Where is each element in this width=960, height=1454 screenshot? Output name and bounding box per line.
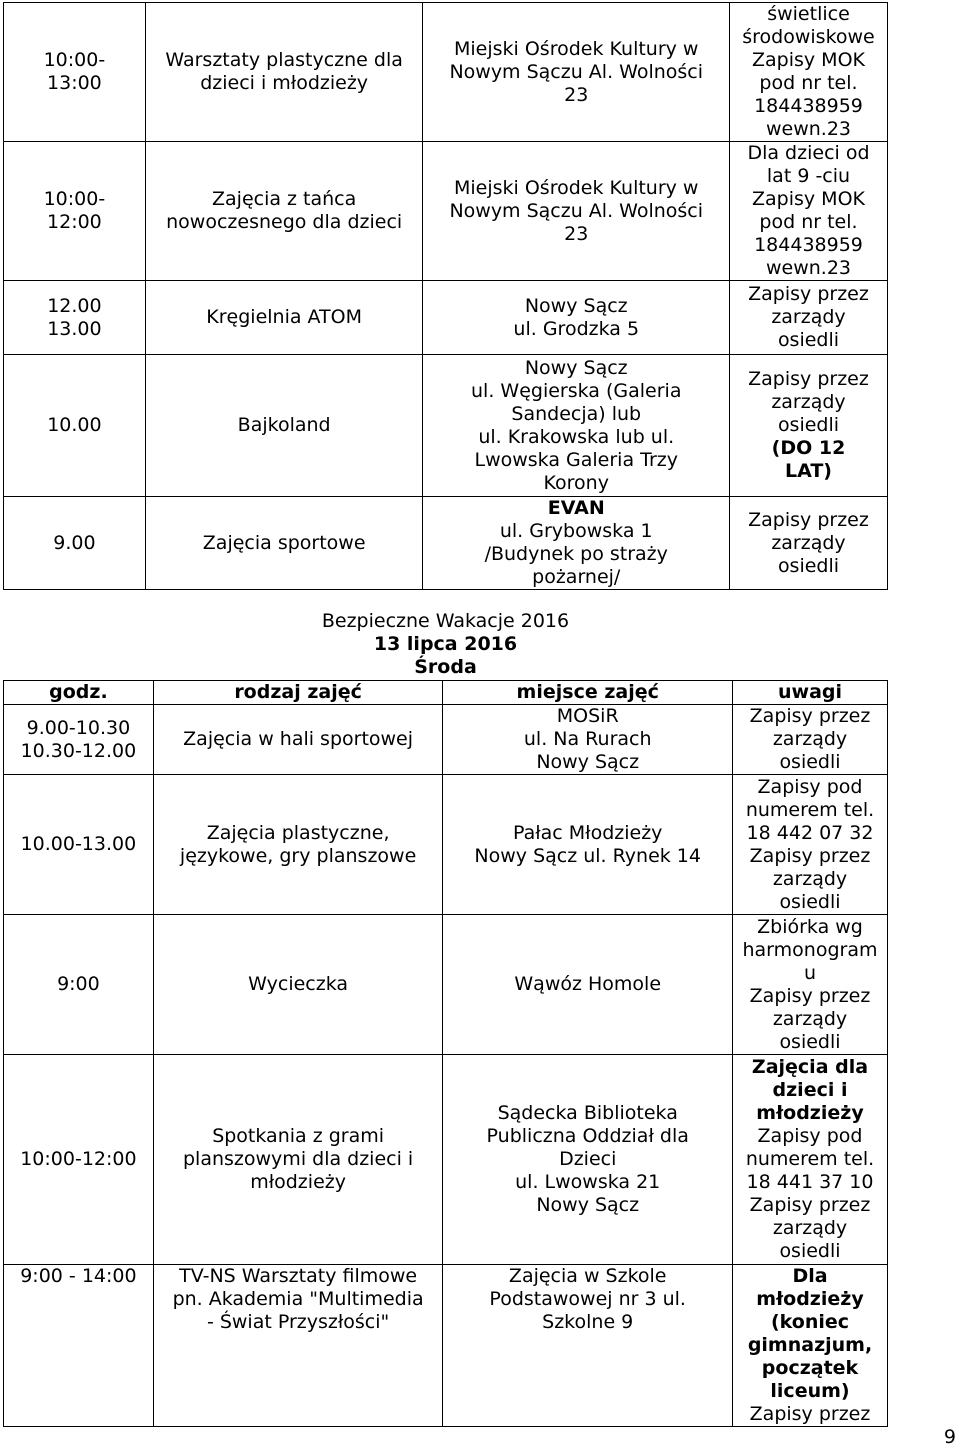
place-cell	[423, 142, 730, 281]
notes-text: świetlice środowiskowe Zapisy MOK pod nr tel. 184438959 wewn.23	[742, 3, 875, 140]
place-text: Miejski Ośrodek Kultury w Nowym Sączu Al. Wolności 23	[449, 37, 704, 106]
time-text: 10:00- 12:00	[43, 188, 106, 233]
place-cell	[443, 775, 733, 915]
place-text: Sądecka Biblioteka Publiczna Oddział dla Dzieci ul. Lwowska 21 Nowy Sącz	[486, 1102, 689, 1216]
activity-cell	[145, 497, 423, 590]
notes-cell	[730, 355, 888, 497]
notes-cell	[733, 1055, 888, 1265]
notes-cell	[733, 915, 888, 1055]
time-cell	[4, 915, 154, 1055]
notes-cell	[730, 142, 888, 281]
weekday-heading: Środa	[414, 656, 477, 678]
table-row	[4, 497, 888, 590]
activity-text: Kręgielnia ATOM	[206, 306, 363, 328]
notes-cell	[733, 1265, 888, 1427]
place-text: Wąwóz Homole	[514, 973, 662, 995]
activity-cell	[153, 775, 443, 915]
place-text: Nowy Sącz ul. Węgierska (Galeria Sandecja) lub ul. Krakowska lub ul. Lwowska Galeria Trzy Korony	[471, 356, 682, 494]
time-cell	[4, 775, 154, 915]
time-text: 10.00	[47, 414, 102, 436]
place-text: ul. Grybowska 1 /Budynek po straży pożarnej/	[484, 520, 668, 588]
table-row	[4, 281, 888, 355]
table-row	[4, 915, 888, 1055]
notes-bold-text: Dla młodzieży (koniec gimnazjum, początek liceum)	[747, 1265, 873, 1402]
place-bold-text: EVAN	[547, 497, 605, 519]
activity-cell	[153, 915, 443, 1055]
table-row	[4, 355, 888, 497]
table-row	[4, 1055, 888, 1265]
notes-text: Zapisy przez zarządy osiedli	[748, 368, 869, 436]
table-row	[4, 775, 888, 915]
notes-text: Zapisy przez	[749, 1403, 871, 1425]
time-cell	[4, 1265, 154, 1427]
table-row	[4, 1265, 888, 1427]
place-cell	[423, 497, 730, 590]
time-text: 9:00 - 14:00	[20, 1265, 137, 1287]
time-cell	[4, 705, 154, 775]
section-title: Bezpieczne Wakacje 2016	[321, 610, 570, 632]
time-text: 9.00-10.30 10.30-12.00	[20, 716, 137, 762]
notes-text: Zapisy pod numerem tel. 18 442 07 32 Zapisy przez zarządy osiedli	[745, 775, 875, 913]
schedule-table-top	[3, 2, 888, 590]
time-cell	[4, 281, 146, 355]
place-text: Pałac Młodzieży Nowy Sącz ul. Rynek 14	[474, 821, 701, 867]
activity-text: Spotkania z grami planszowymi dla dzieci i młodzieży	[183, 1125, 414, 1193]
place-cell	[443, 705, 733, 775]
time-cell	[4, 355, 146, 497]
column-header-notes: uwagi	[733, 681, 888, 705]
notes-text: Zapisy pod numerem tel. 18 441 37 10 Zapisy przez zarządy osiedli	[745, 1125, 875, 1262]
notes-cell	[733, 705, 888, 775]
table-header-row	[4, 681, 888, 705]
notes-bold-text: (DO 12 LAT)	[771, 437, 846, 482]
notes-text: Zapisy przez zarządy osiedli	[748, 508, 869, 577]
activity-text: Zajęcia plastyczne, językowe, gry planszowe	[179, 821, 417, 867]
table-row	[4, 705, 888, 775]
activity-text: Zajęcia w hali sportowej	[183, 728, 414, 750]
time-text: 9:00	[57, 973, 100, 995]
table-row	[4, 3, 888, 142]
place-cell	[443, 1055, 733, 1265]
place-cell	[423, 3, 730, 142]
time-cell	[4, 1055, 154, 1265]
activity-text: Zajęcia sportowe	[202, 531, 366, 554]
place-cell	[423, 281, 730, 355]
time-cell	[4, 497, 146, 590]
notes-text: Zapisy przez zarządy osiedli	[748, 283, 869, 351]
activity-cell	[153, 705, 443, 775]
place-cell	[443, 915, 733, 1055]
place-text: Miejski Ośrodek Kultury w Nowym Sączu Al. Wolności 23	[449, 176, 704, 245]
notes-cell	[733, 775, 888, 915]
column-header-time: godz.	[4, 681, 154, 705]
notes-bold-text: Zajęcia dla dzieci i młodzieży	[751, 1056, 869, 1124]
activity-text: TV-NS Warsztaty filmowe pn. Akademia "Multimedia - Świat Przyszłości"	[172, 1265, 424, 1333]
activity-cell	[145, 355, 423, 497]
place-text: Zajęcia w Szkole Podstawowej nr 3 ul. Szkolne 9	[489, 1265, 686, 1333]
time-text: 9.00	[53, 531, 96, 554]
date-heading: 13 lipca 2016	[373, 633, 518, 655]
column-header-activity: rodzaj zajęć	[153, 681, 443, 705]
activity-text: Bajkoland	[237, 414, 331, 436]
time-cell	[4, 142, 146, 281]
activity-text: Warsztaty plastyczne dla dzieci i młodzieży	[165, 49, 403, 94]
place-text: Nowy Sącz ul. Grodzka 5	[513, 294, 640, 340]
notes-text: Dla dzieci od lat 9 -ciu Zapisy MOK pod nr tel. 184438959 wewn.23	[747, 142, 870, 279]
notes-cell	[730, 497, 888, 590]
activity-cell	[145, 142, 423, 281]
schedule-table-wednesday	[3, 680, 888, 1427]
activity-cell	[153, 1055, 443, 1265]
page-number: 9	[943, 1426, 956, 1448]
activity-text: Zajęcia z tańca nowoczesnego dla dzieci	[166, 188, 403, 233]
notes-cell	[730, 281, 888, 355]
place-cell	[423, 355, 730, 497]
place-text: MOSiR ul. Na Rurach Nowy Sącz	[523, 705, 652, 773]
column-header-place: miejsce zajęć	[443, 681, 733, 705]
notes-text: Zapisy przez zarządy osiedli	[749, 705, 871, 773]
activity-cell	[145, 281, 423, 355]
activity-cell	[153, 1265, 443, 1427]
time-text: 10:00- 13:00	[43, 49, 106, 94]
time-text: 10.00-13.00	[20, 833, 137, 855]
place-cell	[443, 1265, 733, 1427]
activity-text: Wycieczka	[248, 973, 349, 995]
notes-text: Zbiórka wg harmonogram u Zapisy przez zarządy osiedli	[742, 915, 878, 1053]
table-row	[4, 142, 888, 281]
notes-cell	[730, 3, 888, 142]
activity-cell	[145, 3, 423, 142]
time-cell	[4, 3, 146, 142]
time-text: 10:00-12:00	[20, 1148, 137, 1170]
time-text: 12.00 13.00	[47, 294, 102, 340]
